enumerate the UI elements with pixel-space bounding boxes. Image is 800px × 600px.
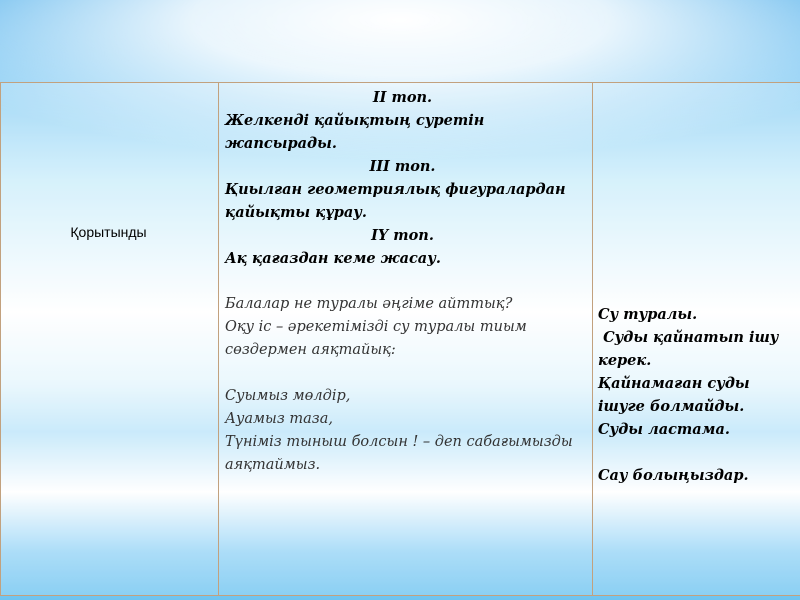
group-2-title: ІІ топ. [372,89,433,106]
answer-line-4: Суды ластама. [598,421,730,438]
group-4-task: Ақ қағаздан кеме жасау. [225,250,441,267]
group-3-task: Қиылған геометриялық фигуралардан қайықты құрау. [225,181,566,221]
question-text: Балалар не туралы әңгіме айттық? [225,296,513,312]
group-3-title: ІІІ топ. [369,158,436,175]
answer-line-2: Суды қайнатып ішу керек. [598,329,784,369]
closing-instruction: Оқу іс – әрекетімізді су туралы тиым сөздермен аяқтайық: [225,319,527,358]
poem-line-1: Суымыз мөлдір, [225,388,351,404]
poem-line-2: Ауамыз таза, [225,411,333,427]
group-2-task: Желкенді қайықтың суретін жапсырады. [225,112,485,152]
children-answers [598,303,793,487]
answer-line-3: Қайнамаған суды ішуге болмайды. [598,375,750,415]
row-label: Қорытынды [70,224,147,240]
activity-text [225,86,580,477]
farewell-text: Сау болыңыздар. [598,467,749,484]
poem-line-3: Түніміз тыныш болсын ! – деп сабағымызды аяқтаймыз. [225,434,573,473]
answer-line-1: Су туралы. [598,306,698,323]
group-4-title: ІҮ топ. [371,227,434,244]
table-cell-label [1,83,219,596]
